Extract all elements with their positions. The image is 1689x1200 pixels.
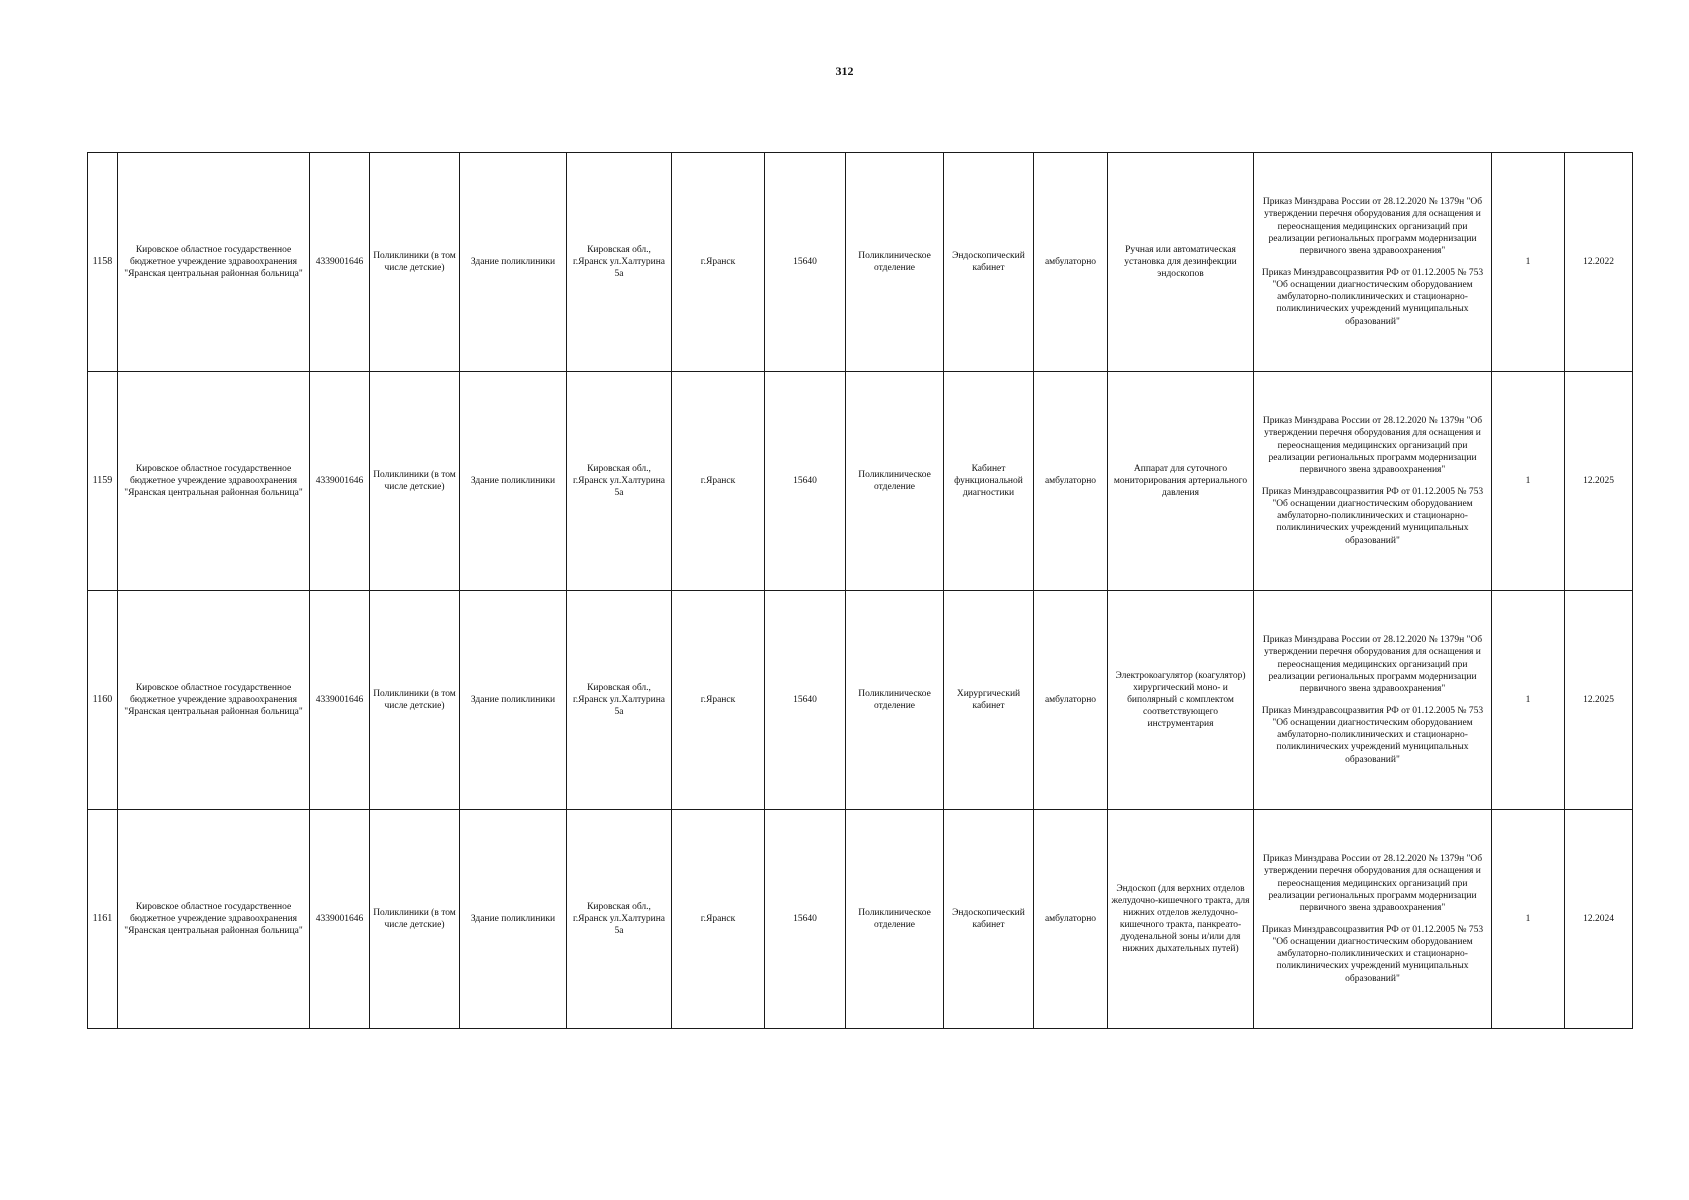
institution-cell: Кировское областное государственное бюджетное учреждение здравоохранения "Яранская центральная районная больница" bbox=[118, 810, 310, 1029]
institution-cell: Кировское областное государственное бюджетное учреждение здравоохранения "Яранская центральная районная больница" bbox=[118, 372, 310, 591]
equipment-cell: Эндоскоп (для верхних отделов желудочно-кишечного тракта, для нижних отделов желудочно-кишечного тракта, панкреато-дуоденальной зоны и/или для нижних дыхательных путей) bbox=[1108, 810, 1254, 1029]
basis-order-1379n: Приказ Минздрава России от 28.12.2020 № 1379н "Об утверждении перечня оборудования для оснащения и переоснащения медицинских организаций при реализации региональных программ модернизации первичного звена здравоохранения" bbox=[1262, 854, 1483, 913]
date-cell: 12.2025 bbox=[1565, 591, 1633, 810]
department-cell: Поликлиническое отделение bbox=[846, 153, 944, 372]
building-cell: Здание поликлиники bbox=[460, 153, 567, 372]
equipment-cell: Электрокоагулятор (коагулятор) хирургический моно- и биполярный с комплектом соответствующего инструментария bbox=[1108, 591, 1254, 810]
facility-type-cell: Поликлиники (в том числе детские) bbox=[370, 810, 460, 1029]
care-form-cell: амбулаторно bbox=[1034, 153, 1108, 372]
table-row bbox=[88, 810, 1633, 1029]
department-cell: Поликлиническое отделение bbox=[846, 372, 944, 591]
address-cell: Кировская обл., г.Яранск ул.Халтурина 5а bbox=[567, 591, 672, 810]
room-cell: Эндоскопический кабинет bbox=[944, 153, 1034, 372]
basis-order-753: Приказ Минздравсоцразвития РФ от 01.12.2005 № 753 "Об оснащении диагностическим оборудованием амбулаторно-поликлинических и стационарно-поликлинических учреждений муниципальных образований" bbox=[1261, 487, 1484, 546]
equipment-cell: Ручная или автоматическая установка для дезинфекции эндоскопов bbox=[1108, 153, 1254, 372]
row-number-cell: 1158 bbox=[88, 153, 118, 372]
basis-cell bbox=[1254, 153, 1492, 372]
quantity-cell: 1 bbox=[1492, 810, 1565, 1029]
date-cell: 12.2024 bbox=[1565, 810, 1633, 1029]
institution-cell: Кировское областное государственное бюджетное учреждение здравоохранения "Яранская центральная районная больница" bbox=[118, 591, 310, 810]
facility-type-cell: Поликлиники (в том числе детские) bbox=[370, 372, 460, 591]
row-number-cell: 1160 bbox=[88, 591, 118, 810]
table-row bbox=[88, 153, 1633, 372]
basis-order-1379n: Приказ Минздрава России от 28.12.2020 № 1379н "Об утверждении перечня оборудования для оснащения и переоснащения медицинских организаций при реализации региональных программ модернизации первичного звена здравоохранения" bbox=[1262, 416, 1483, 475]
inn-cell: 4339001646 bbox=[310, 372, 370, 591]
address-cell: Кировская обл., г.Яранск ул.Халтурина 5а bbox=[567, 810, 672, 1029]
basis-order-753: Приказ Минздравсоцразвития РФ от 01.12.2005 № 753 "Об оснащении диагностическим оборудованием амбулаторно-поликлинических и стационарно-поликлинических учреждений муниципальных образований" bbox=[1261, 268, 1484, 327]
city-cell: г.Яранск bbox=[672, 591, 765, 810]
care-form-cell: амбулаторно bbox=[1034, 810, 1108, 1029]
inn-cell: 4339001646 bbox=[310, 810, 370, 1029]
basis-cell bbox=[1254, 591, 1492, 810]
basis-order-753: Приказ Минздравсоцразвития РФ от 01.12.2005 № 753 "Об оснащении диагностическим оборудованием амбулаторно-поликлинических и стационарно-поликлинических учреждений муниципальных образований" bbox=[1261, 925, 1484, 984]
row-number-cell: 1159 bbox=[88, 372, 118, 591]
care-form-cell: амбулаторно bbox=[1034, 372, 1108, 591]
facility-type-cell: Поликлиники (в том числе детские) bbox=[370, 153, 460, 372]
building-cell: Здание поликлиники bbox=[460, 372, 567, 591]
city-cell: г.Яранск bbox=[672, 372, 765, 591]
inn-cell: 4339001646 bbox=[310, 591, 370, 810]
population-cell: 15640 bbox=[765, 810, 846, 1029]
room-cell: Хирургический кабинет bbox=[944, 591, 1034, 810]
date-cell: 12.2025 bbox=[1565, 372, 1633, 591]
room-cell: Эндоскопический кабинет bbox=[944, 810, 1034, 1029]
facility-type-cell: Поликлиники (в том числе детские) bbox=[370, 591, 460, 810]
table-row bbox=[88, 372, 1633, 591]
basis-order-1379n: Приказ Минздрава России от 28.12.2020 № 1379н "Об утверждении перечня оборудования для оснащения и переоснащения медицинских организаций при реализации региональных программ модернизации первичного звена здравоохранения" bbox=[1262, 197, 1483, 256]
basis-order-753: Приказ Минздравсоцразвития РФ от 01.12.2005 № 753 "Об оснащении диагностическим оборудованием амбулаторно-поликлинических и стационарно-поликлинических учреждений муниципальных образований" bbox=[1261, 706, 1484, 765]
equipment-table bbox=[87, 152, 1633, 1029]
room-cell: Кабинет функциональной диагностики bbox=[944, 372, 1034, 591]
building-cell: Здание поликлиники bbox=[460, 591, 567, 810]
inn-cell: 4339001646 bbox=[310, 153, 370, 372]
quantity-cell: 1 bbox=[1492, 591, 1565, 810]
equipment-cell: Аппарат для суточного мониторирования артериального давления bbox=[1108, 372, 1254, 591]
row-number-cell: 1161 bbox=[88, 810, 118, 1029]
basis-cell bbox=[1254, 810, 1492, 1029]
date-cell: 12.2022 bbox=[1565, 153, 1633, 372]
department-cell: Поликлиническое отделение bbox=[846, 591, 944, 810]
quantity-cell: 1 bbox=[1492, 153, 1565, 372]
basis-order-1379n: Приказ Минздрава России от 28.12.2020 № 1379н "Об утверждении перечня оборудования для оснащения и переоснащения медицинских организаций при реализации региональных программ модернизации первичного звена здравоохранения" bbox=[1262, 635, 1483, 694]
department-cell: Поликлиническое отделение bbox=[846, 810, 944, 1029]
address-cell: Кировская обл., г.Яранск ул.Халтурина 5а bbox=[567, 153, 672, 372]
city-cell: г.Яранск bbox=[672, 810, 765, 1029]
quantity-cell: 1 bbox=[1492, 372, 1565, 591]
care-form-cell: амбулаторно bbox=[1034, 591, 1108, 810]
address-cell: Кировская обл., г.Яранск ул.Халтурина 5а bbox=[567, 372, 672, 591]
page-number: 312 bbox=[835, 64, 854, 78]
table-row bbox=[88, 591, 1633, 810]
institution-cell: Кировское областное государственное бюджетное учреждение здравоохранения "Яранская центральная районная больница" bbox=[118, 153, 310, 372]
building-cell: Здание поликлиники bbox=[460, 810, 567, 1029]
population-cell: 15640 bbox=[765, 591, 846, 810]
population-cell: 15640 bbox=[765, 153, 846, 372]
basis-cell bbox=[1254, 372, 1492, 591]
city-cell: г.Яранск bbox=[672, 153, 765, 372]
population-cell: 15640 bbox=[765, 372, 846, 591]
